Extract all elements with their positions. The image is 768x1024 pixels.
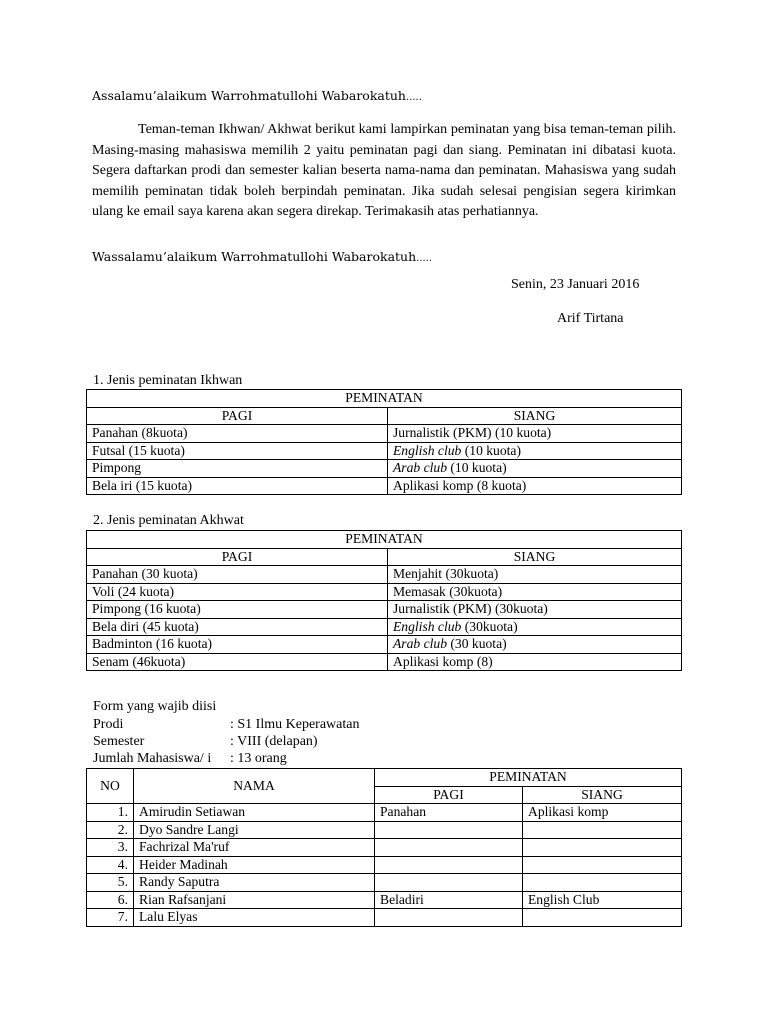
no-cell: 2.	[87, 821, 134, 839]
table-row	[87, 821, 682, 839]
table-row	[87, 891, 682, 909]
ikhwan-heading: 1. Jenis peminatan Ikhwan	[93, 373, 243, 388]
siang-cell	[388, 442, 682, 460]
table-row	[87, 839, 682, 857]
siang-cell	[523, 821, 682, 839]
table-header: PEMINATAN	[87, 531, 682, 549]
pagi-cell: Badminton (16 kuota)	[87, 636, 388, 654]
column-header-siang: SIANG	[388, 407, 682, 425]
nama-cell: Dyo Sandre Langi	[134, 821, 375, 839]
letter-paragraph: Teman-teman Ikhwan/ Akhwat berikut kami lampirkan peminatan yang bisa teman-teman pilih. Masing-masing mahasiswa memilih 2 yaitu peminatan pagi dan siang. Peminatan ini dibatasi kuota. Segera daftarkan prodi dan semester kalian beserta nama-nama dan peminatan. Mahasiswa yang sudah memilih peminatan tidak boleh berpindah peminatan. Jika sudah selesai pengisian segera kirimkan ulang ke email saya karena akan segera direkap. Terimakasih atas perhatiannya.	[92, 122, 676, 220]
table-header: PEMINATAN	[87, 390, 682, 408]
no-cell: 4.	[87, 856, 134, 874]
table-row	[87, 874, 682, 892]
siang-text: (10 kuota)	[447, 460, 507, 475]
closing-text: Wassalamu’alaikum Warrohmatullohi Wabarokatuh	[92, 249, 417, 264]
pagi-cell	[375, 909, 523, 927]
ikhwan-table	[86, 389, 682, 495]
prodi-value: : S1 Ilmu Keperawatan	[230, 717, 360, 732]
siang-em: Arab club	[393, 636, 447, 651]
table-row	[87, 636, 682, 654]
column-header-peminatan: PEMINATAN	[375, 769, 682, 787]
nama-cell: Randy Saputra	[134, 874, 375, 892]
siang-text: Jurnalistik (PKM) (10 kuota)	[393, 425, 552, 440]
pagi-cell	[375, 821, 523, 839]
column-header-no: NO	[87, 769, 134, 804]
letter-body	[92, 120, 676, 223]
no-cell: 7.	[87, 909, 134, 927]
column-header-pagi: PAGI	[375, 786, 523, 804]
pagi-cell	[375, 839, 523, 857]
form-title: Form yang wajib diisi	[93, 699, 217, 714]
pagi-cell: Pimpong (16 kuota)	[87, 601, 388, 619]
table-row	[87, 477, 682, 495]
no-cell: 5.	[87, 874, 134, 892]
siang-cell: English Club	[523, 891, 682, 909]
siang-text: (30 kuota)	[447, 636, 507, 651]
closing-dots: .....	[416, 253, 433, 264]
siang-cell	[388, 618, 682, 636]
pagi-cell: Panahan	[375, 804, 523, 822]
pagi-cell: Voli (24 kuota)	[87, 583, 388, 601]
pagi-cell: Panahan (8kuota)	[87, 425, 388, 443]
siang-text: Aplikasi komp (8)	[393, 653, 493, 669]
pagi-cell: Beladiri	[375, 891, 523, 909]
siang-cell: Aplikasi komp	[523, 804, 682, 822]
siang-em: Arab club	[393, 460, 447, 475]
siang-cell	[523, 874, 682, 892]
nama-cell: Heider Madinah	[134, 856, 375, 874]
akhwat-table	[86, 530, 682, 671]
column-header-nama: NAMA	[134, 769, 375, 804]
table-row	[87, 601, 682, 619]
form-prodi	[93, 717, 359, 733]
students-table	[86, 768, 682, 927]
table-row	[87, 909, 682, 927]
pagi-cell: Senam (46kuota)	[87, 653, 388, 671]
nama-cell: Rian Rafsanjani	[134, 891, 375, 909]
siang-text: Jurnalistik (PKM) (30kuota)	[393, 601, 548, 616]
pagi-cell	[375, 874, 523, 892]
table-row	[87, 583, 682, 601]
greeting-dots: .....	[405, 92, 422, 103]
table-row	[87, 442, 682, 460]
table-row	[87, 618, 682, 636]
jumlah-label: Jumlah Mahasiswa/ i	[93, 751, 212, 766]
letter-date: Senin, 23 Januari 2016	[511, 277, 640, 292]
pagi-cell: Futsal (15 kuota)	[87, 442, 388, 460]
nama-cell: Fachrizal Ma'ruf	[134, 839, 375, 857]
pagi-cell: Bela diri (45 kuota)	[87, 618, 388, 636]
siang-cell	[388, 636, 682, 654]
pagi-cell: Pimpong	[87, 460, 388, 478]
siang-cell	[388, 477, 682, 495]
table-row	[87, 804, 682, 822]
column-header-pagi: PAGI	[87, 548, 388, 566]
siang-text: Aplikasi komp (8 kuota)	[393, 477, 527, 493]
siang-text: Menjahit (30kuota)	[393, 566, 499, 581]
siang-text: (30kuota)	[461, 618, 518, 634]
greeting-text: Assalamu’alaikum Warrohmatullohi Wabarokatuh	[92, 88, 406, 103]
akhwat-heading: 2. Jenis peminatan Akhwat	[93, 513, 244, 528]
siang-cell	[523, 856, 682, 874]
pagi-cell	[375, 856, 523, 874]
siang-text: Memasak (30kuota)	[393, 583, 503, 599]
no-cell: 3.	[87, 839, 134, 857]
no-cell: 6.	[87, 891, 134, 909]
table-row	[87, 856, 682, 874]
siang-cell	[388, 653, 682, 671]
siang-cell	[523, 839, 682, 857]
table-row	[87, 425, 682, 443]
siang-text: (10 kuota)	[461, 442, 521, 458]
pagi-cell: Panahan (30 kuota)	[87, 566, 388, 584]
nama-cell: Amirudin Setiawan	[134, 804, 375, 822]
column-header-pagi: PAGI	[87, 407, 388, 425]
form-jumlah	[93, 751, 287, 767]
siang-cell	[388, 601, 682, 619]
pagi-cell: Bela iri (15 kuota)	[87, 477, 388, 495]
siang-cell	[388, 566, 682, 584]
no-cell: 1.	[87, 804, 134, 822]
siang-cell	[523, 909, 682, 927]
greeting	[92, 88, 422, 103]
siang-cell	[388, 583, 682, 601]
siang-cell	[388, 460, 682, 478]
siang-em: English club	[393, 442, 462, 458]
jumlah-value: : 13 orang	[230, 751, 287, 766]
column-header-siang: SIANG	[388, 548, 682, 566]
column-header-siang: SIANG	[523, 786, 682, 804]
table-row	[87, 653, 682, 671]
prodi-label: Prodi	[93, 717, 124, 732]
nama-cell: Lalu Elyas	[134, 909, 375, 927]
siang-cell	[388, 425, 682, 443]
form-semester	[93, 734, 318, 750]
signature-name: Arif Tirtana	[557, 311, 624, 326]
table-row	[87, 460, 682, 478]
siang-em: English club	[393, 618, 462, 634]
semester-value: : VIII (delapan)	[230, 734, 318, 749]
semester-label: Semester	[93, 734, 145, 749]
closing	[92, 249, 432, 264]
table-row	[87, 566, 682, 584]
